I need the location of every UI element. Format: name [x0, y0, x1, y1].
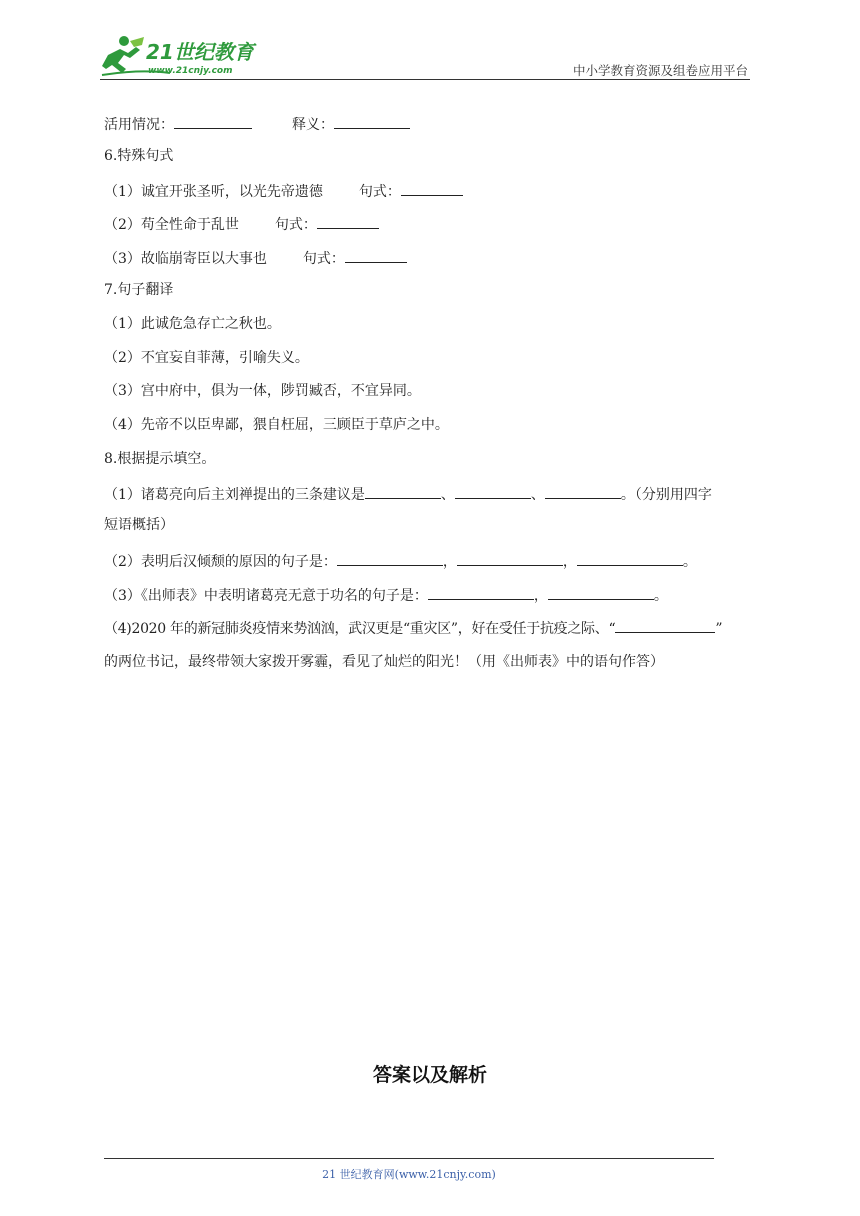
answer-blank[interactable] — [615, 617, 715, 633]
section-7-item-2: （2）不宜妄自菲薄，引喻失义。 — [104, 350, 309, 366]
section-7-item-3: （3）宫中府中，俱为一体，陟罚臧否，不宜异同。 — [104, 383, 421, 399]
section-7-title: 7.句子翻译 — [104, 282, 174, 298]
answer-blank[interactable] — [337, 550, 443, 566]
answer-blank[interactable] — [577, 550, 683, 566]
logo-url: www.21cnjy.com — [148, 66, 233, 76]
section-8-title: 8.根据提示填空。 — [104, 451, 216, 467]
answer-blank[interactable] — [365, 483, 441, 499]
answer-blank[interactable] — [401, 180, 463, 196]
section-6-item-3: （3）故临崩寄臣以大事也 句式： — [104, 247, 407, 269]
section-8-item-1-cont: 短语概括） — [104, 517, 174, 533]
section-6-title: 6.特殊句式 — [104, 148, 174, 164]
answer-blank[interactable] — [334, 113, 410, 129]
answer-blank[interactable] — [548, 584, 654, 600]
logo-text: 21世纪教育 — [146, 40, 254, 64]
answer-blank[interactable] — [455, 483, 531, 499]
site-logo — [100, 33, 270, 81]
header-divider — [100, 79, 750, 80]
answer-blank[interactable] — [545, 483, 621, 499]
answer-blank[interactable] — [428, 584, 534, 600]
section-8-item-3: （3）《出师表》中表明诸葛亮无意于功名的句子是： ， 。 — [104, 584, 668, 606]
answer-blank[interactable] — [345, 247, 407, 263]
runner-logo-icon — [100, 33, 270, 81]
answer-section-title: 答案以及解析 — [372, 1064, 487, 1086]
usage-line: 活用情况： 释义： — [104, 113, 410, 135]
footer-link[interactable]: 21 世纪教育网(www.21cnjy.com) — [322, 1168, 496, 1181]
answer-blank[interactable] — [457, 550, 563, 566]
section-8-item-4-cont: 的两位书记，最终带领大家拨开雾霾，看见了灿烂的阳光！（用《出师表》中的语句作答） — [104, 654, 664, 670]
section-8-item-4: （4)2020 年的新冠肺炎疫情来势汹汹，武汉更是“重灾区”，好在受任于抗疫之际、“ ” — [104, 617, 722, 639]
answer-blank[interactable] — [174, 113, 252, 129]
section-8-item-1: （1）诸葛亮向后主刘禅提出的三条建议是 、 、 。（分别用四字 — [104, 483, 712, 505]
section-6-item-1: （1）诚宜开张圣听，以光先帝遗德 句式： — [104, 180, 463, 202]
section-7-item-4: （4）先帝不以臣卑鄙，猥自枉屈，三顾臣于草庐之中。 — [104, 417, 449, 433]
footer-divider — [104, 1158, 714, 1159]
section-7-item-1: （1）此诚危急存亡之秋也。 — [104, 316, 281, 332]
section-8-item-2: （2）表明后汉倾颓的原因的句子是： ， ， 。 — [104, 550, 697, 572]
answer-blank[interactable] — [317, 213, 379, 229]
section-6-item-2: （2）苟全性命于乱世 句式： — [104, 213, 379, 235]
platform-tagline: 中小学教育资源及组卷应用平台 — [572, 63, 748, 78]
